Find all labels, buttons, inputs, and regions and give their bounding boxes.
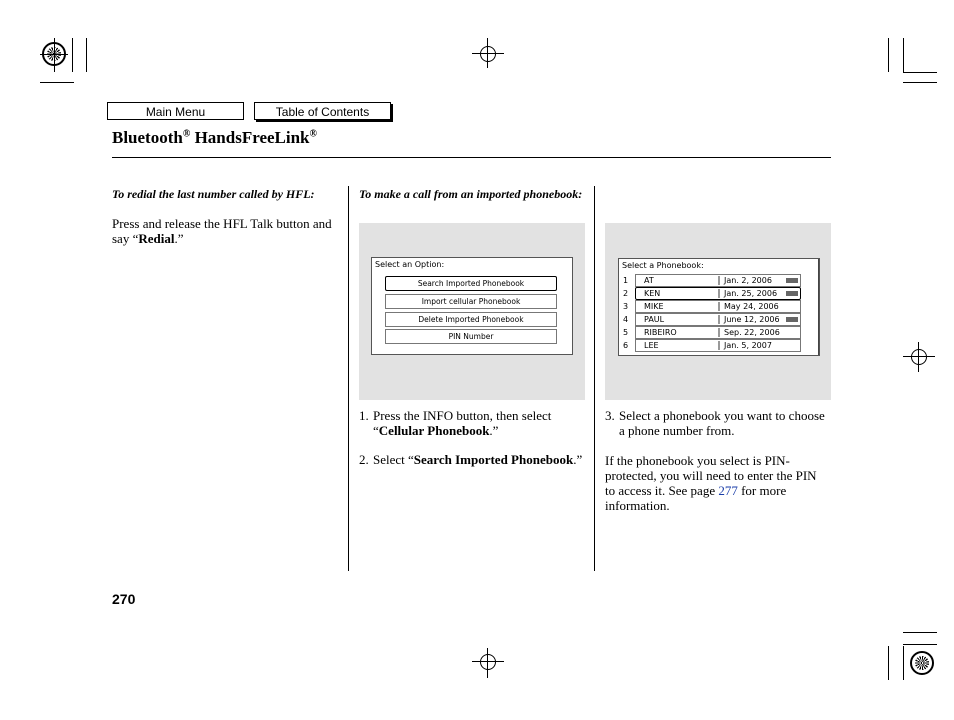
imported-phonebook-subheading: To make a call from an imported phonebook:: [359, 187, 583, 201]
step-2: 2. Select “Search Imported Phonebook.”: [359, 452, 583, 467]
title-handsfreelink: HandsFreeLink: [190, 128, 310, 147]
phonebook-row[interactable]: 6 LEE Jan. 5, 2007: [621, 339, 811, 352]
title-bluetooth: Bluetooth: [112, 128, 183, 147]
redial-instructions: Press and release the HFL Talk button and say “Redial.”: [112, 216, 332, 246]
step-3: 3. Select a phonebook you want to choose a phone number from.: [605, 408, 825, 438]
registered-mark: ®: [309, 128, 317, 140]
option-import-cellular-phonebook[interactable]: Import cellular Phonebook: [385, 294, 557, 309]
option-pin-number[interactable]: PIN Number: [385, 329, 557, 344]
page-277-link[interactable]: 277: [718, 483, 738, 498]
scrollbar[interactable]: [818, 259, 819, 355]
column-divider-1: [348, 186, 349, 571]
page-number: 270: [112, 591, 136, 607]
option-search-imported-phonebook[interactable]: Search Imported Phonebook: [385, 276, 557, 291]
phone-tag-icon: [786, 291, 798, 296]
option-delete-imported-phonebook[interactable]: Delete Imported Phonebook: [385, 312, 557, 327]
option-screen: [371, 257, 573, 355]
page-title: [112, 128, 317, 148]
registered-mark: ®: [182, 128, 191, 140]
phonebook-row[interactable]: 5 RIBEIRO Sep. 22, 2006: [621, 326, 811, 339]
phonebook-row[interactable]: 4 PAUL June 12, 2006: [621, 313, 811, 326]
phonebook-screen-title: Select a Phonebook:: [622, 261, 704, 270]
phonebook-screen-panel: [605, 223, 831, 400]
step-1: 1. Press the INFO button, then select “Cellular Phonebook.”: [359, 408, 552, 438]
redial-subheading: To redial the last number called by HFL:: [112, 187, 315, 201]
phone-tag-icon: [786, 317, 798, 322]
option-screen-title: Select an Option:: [375, 260, 445, 269]
table-of-contents-button[interactable]: Table of Contents: [254, 102, 391, 120]
phonebook-row[interactable]: 1 AT Jan. 2, 2006: [621, 274, 811, 287]
title-rule: [112, 157, 831, 158]
phone-tag-icon: [786, 278, 798, 283]
pin-note: If the phonebook you select is PIN-protected, you will need to enter the PIN to access it. See page 277 for more information.: [605, 453, 817, 513]
phonebook-row-selected[interactable]: 2 KEN Jan. 25, 2006: [621, 287, 811, 300]
phonebook-screen: [618, 258, 820, 356]
main-menu-button[interactable]: Main Menu: [107, 102, 244, 120]
option-screen-panel: [359, 223, 585, 400]
column-divider-2: [594, 186, 595, 571]
phonebook-row[interactable]: 3 MIKE May 24, 2006: [621, 300, 811, 313]
